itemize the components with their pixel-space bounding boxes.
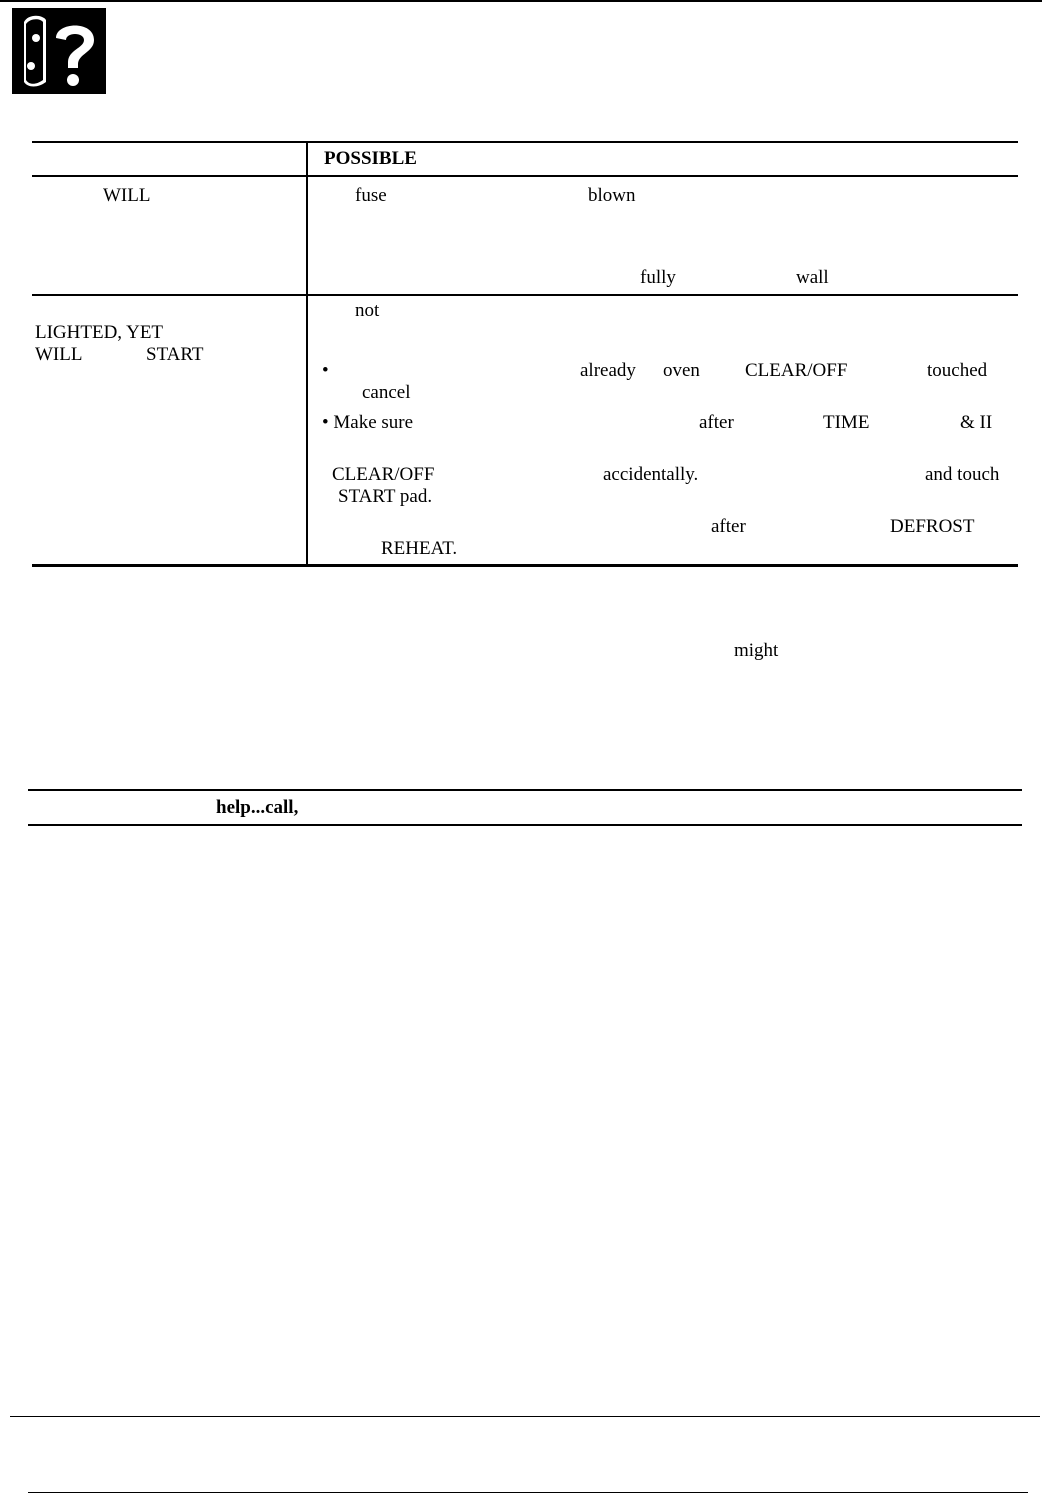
row2-col1-line1: LIGHTED, YET (35, 322, 164, 343)
row2-start-pad: START pad. (338, 486, 433, 507)
question-help-icon (12, 8, 106, 94)
row2-time: TIME (823, 412, 870, 433)
row2-reheat: REHEAT. (381, 538, 458, 559)
row2-cancel: cancel (362, 382, 411, 403)
row2-touched: touched (927, 360, 988, 381)
row2-defrost: DEFROST (890, 516, 975, 537)
row1-fully: fully (640, 267, 676, 288)
row2-oven: oven (663, 360, 700, 381)
row2-not: not (355, 300, 380, 321)
footer-rule (10, 1416, 1040, 1417)
row2-clearoff-2: CLEAR/OFF (332, 464, 435, 485)
column-divider (306, 141, 308, 567)
row2-and-ii: & II (960, 412, 993, 433)
table-header-rule (32, 175, 1018, 177)
row2-after-2: after (711, 516, 746, 537)
header-possible: POSSIBLE (324, 148, 417, 169)
body-might: might (734, 640, 779, 661)
help-call-text: help...call, (216, 797, 299, 818)
row2-already: already (580, 360, 636, 381)
help-bar-bottom-rule (28, 824, 1022, 826)
help-bar-top-rule (28, 789, 1022, 791)
row2-accidentally: accidentally. (603, 464, 699, 485)
table-top-rule (32, 141, 1018, 143)
row1-fuse: fuse (355, 185, 387, 206)
row2-col1-line2b: START (146, 344, 204, 365)
row2-and-touch: and touch (925, 464, 1000, 485)
row2-col1-line2a: WILL (35, 344, 83, 365)
row2-after-1: after (699, 412, 734, 433)
row1-col1-word: WILL (103, 185, 151, 206)
row-divider (32, 294, 1018, 296)
row2-clearoff-1: CLEAR/OFF (745, 360, 848, 381)
bottom-rule (28, 1492, 1028, 1493)
bullet-1: • (322, 360, 329, 381)
row1-wall: wall (796, 267, 829, 288)
table-bottom-rule (32, 564, 1018, 567)
row2-make-sure: • Make sure (322, 412, 414, 433)
top-rule (0, 0, 1042, 2)
row1-blown: blown (588, 185, 636, 206)
